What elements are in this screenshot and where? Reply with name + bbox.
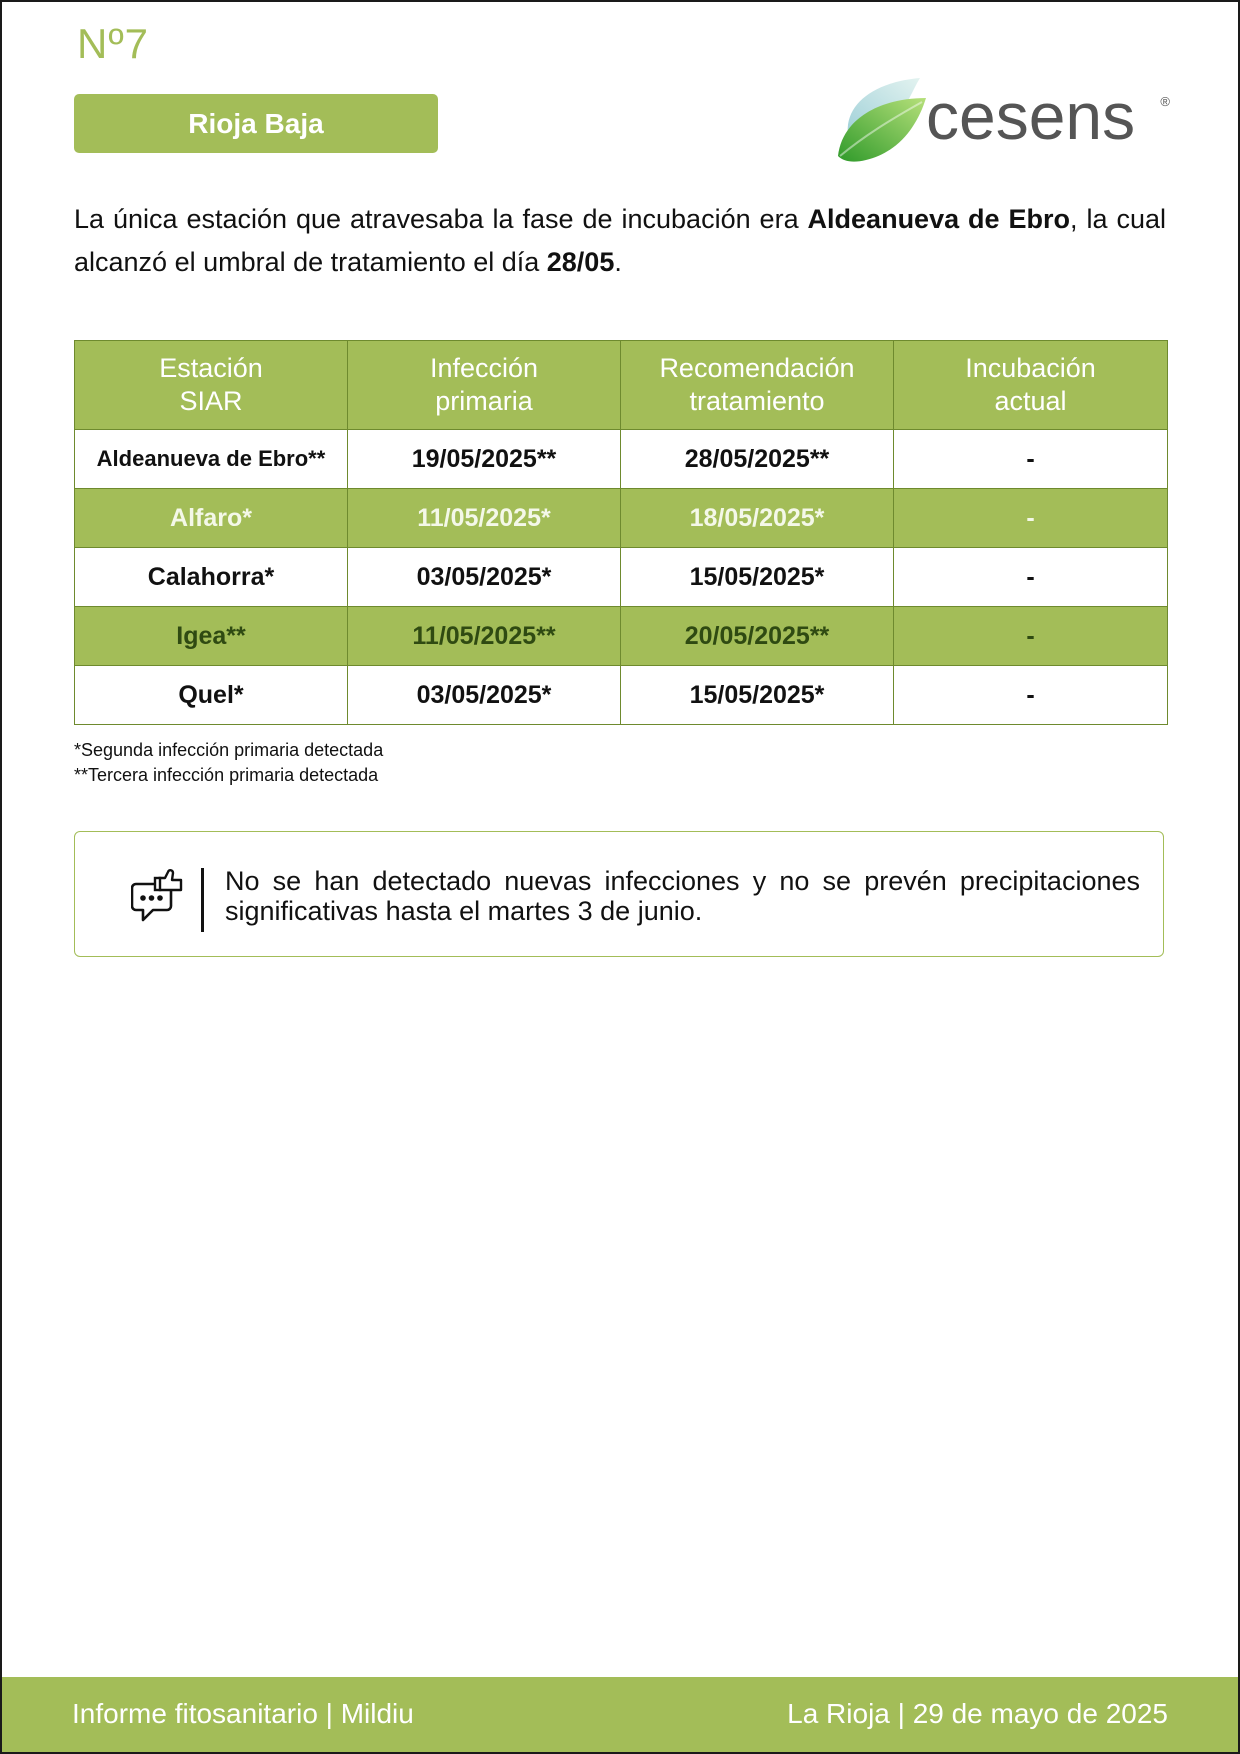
station-cell: Aldeanueva de Ebro** [75, 430, 348, 489]
table-header-row [75, 341, 1168, 430]
infection-cell: 19/05/2025** [348, 430, 621, 489]
table-row [75, 607, 1168, 666]
registered-mark: ® [1160, 94, 1170, 109]
header-infection: Infección primaria [348, 341, 621, 430]
incubation-cell: - [894, 666, 1168, 725]
intro-text-1: La única estación que atravesaba la fase de incubación era [74, 204, 808, 234]
intro-paragraph [74, 198, 1166, 284]
info-box [74, 831, 1164, 957]
issue-number: Nº7 [77, 20, 150, 67]
footer-location-date: La Rioja | 29 de mayo de 2025 [787, 1698, 1168, 1729]
infection-cell: 11/05/2025* [348, 489, 621, 548]
infection-cell: 03/05/2025* [348, 548, 621, 607]
intro-text-3: . [614, 247, 622, 277]
info-message: No se han detectado nuevas infecciones y no se prevén precipitaciones significativas hasta el martes 3 de junio. [225, 866, 1140, 926]
station-cell: Igea** [75, 607, 348, 666]
infection-cell: 03/05/2025* [348, 666, 621, 725]
treatment-cell: 20/05/2025** [621, 607, 894, 666]
intro-station: Aldeanueva de Ebro [807, 204, 1071, 234]
stations-table [74, 340, 1168, 725]
cesens-logo [834, 74, 1170, 164]
header-station: Estación SIAR [75, 341, 348, 430]
table-footnotes [74, 738, 383, 788]
station-cell: Calahorra* [75, 548, 348, 607]
table-row [75, 666, 1168, 725]
treatment-cell: 15/05/2025* [621, 548, 894, 607]
table-row [75, 430, 1168, 489]
header-treatment: Recomendación tratamiento [621, 341, 894, 430]
footnote-second-infection: *Segunda infección primaria detectada [74, 740, 384, 760]
footer-report-type: Informe fitosanitario | Mildiu [72, 1698, 414, 1729]
infection-cell: 11/05/2025** [348, 607, 621, 666]
region-badge [74, 94, 438, 153]
incubation-cell: - [894, 489, 1168, 548]
intro-text-2: , la cual alcanzó el umbral de tratamiento el día [74, 204, 1166, 277]
logo-wordmark: cesens [926, 79, 1136, 153]
incubation-cell: - [894, 607, 1168, 666]
treatment-cell: 15/05/2025* [621, 666, 894, 725]
chat-thumbs-up-icon [131, 868, 187, 926]
intro-date: 28/05 [546, 247, 615, 277]
incubation-cell: - [894, 548, 1168, 607]
table-row [75, 489, 1168, 548]
treatment-cell: 28/05/2025** [621, 430, 894, 489]
incubation-cell: - [894, 430, 1168, 489]
leaf-icon [834, 74, 930, 164]
station-cell: Alfaro* [75, 489, 348, 548]
table-row [75, 548, 1168, 607]
station-cell: Quel* [75, 666, 348, 725]
treatment-cell: 18/05/2025* [621, 489, 894, 548]
info-divider [201, 868, 204, 932]
header-incubation: Incubación actual [894, 341, 1168, 430]
footer-bar [0, 1677, 1240, 1754]
footnote-third-infection: **Tercera infección primaria detectada [74, 765, 379, 785]
region-label: Rioja Baja [188, 107, 324, 139]
